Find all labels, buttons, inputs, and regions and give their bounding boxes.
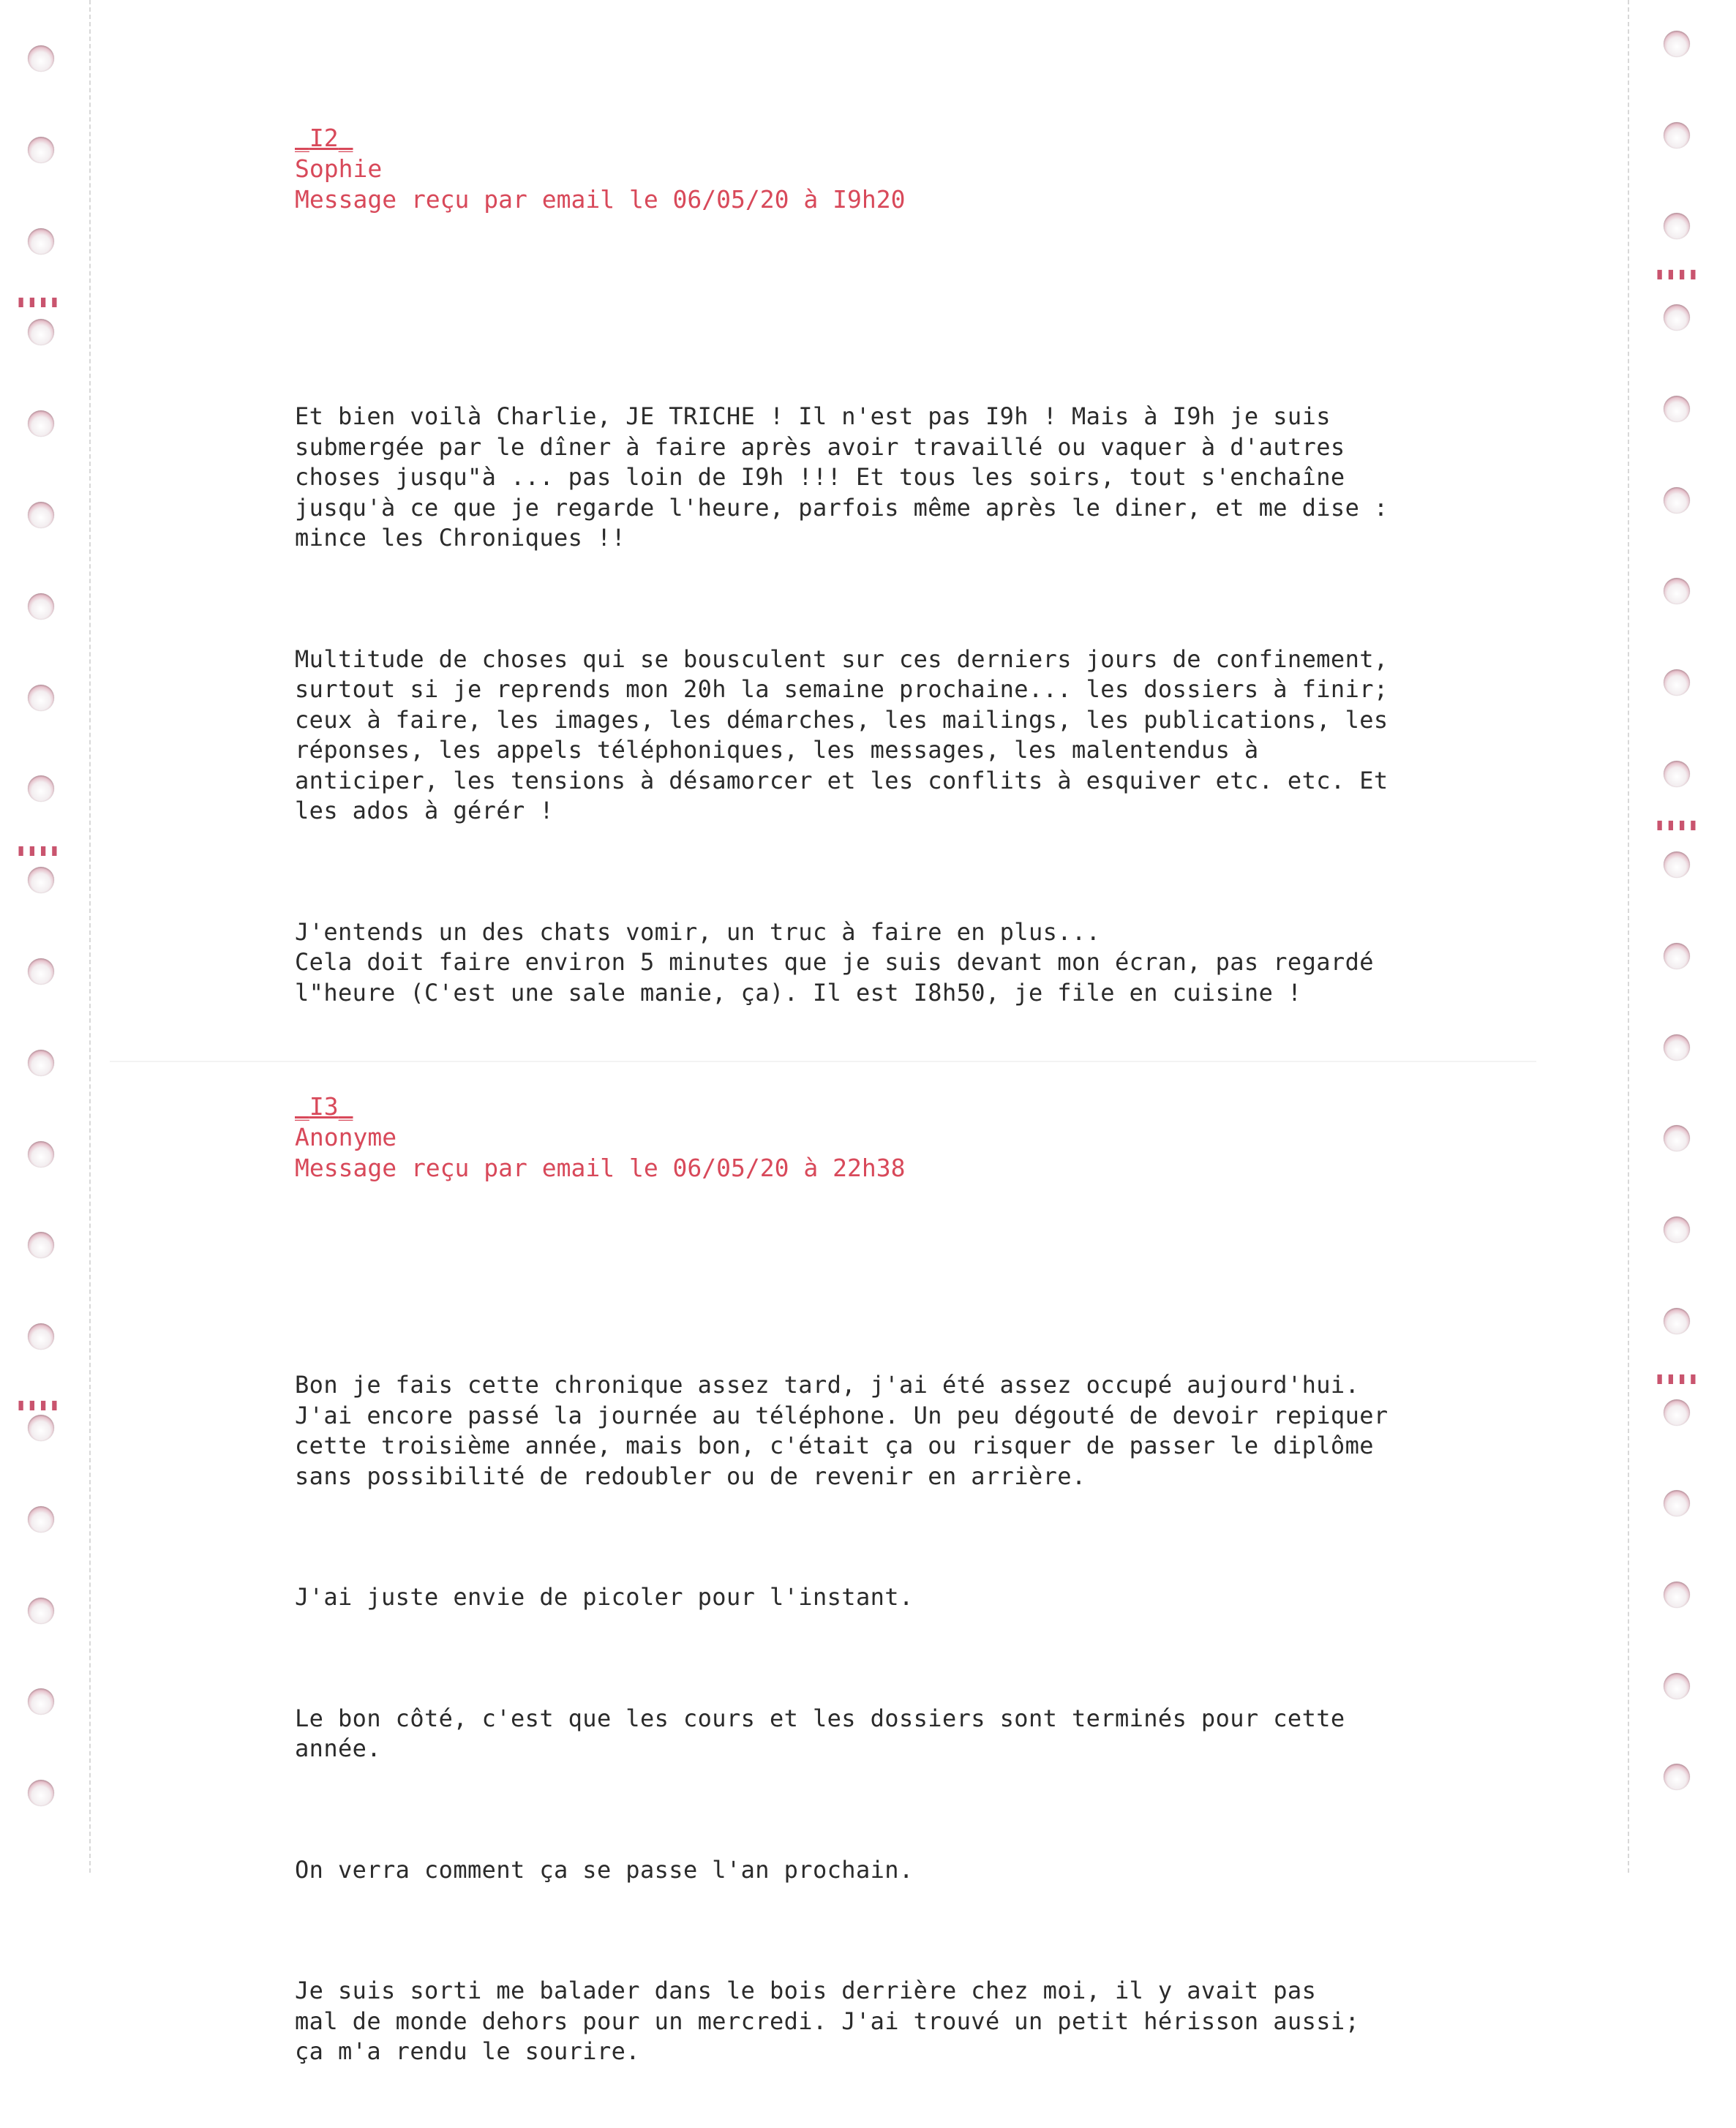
right-feed-tick-marks: ▮▮▮▮	[1655, 265, 1699, 283]
perforation-hole-icon	[1664, 1308, 1690, 1334]
perforation-hole-icon	[28, 502, 54, 528]
perforation-hole-icon	[1664, 31, 1690, 57]
perforation-hole-icon	[28, 1506, 54, 1533]
entry-paragraph: Et bien voilà Charlie, JE TRICHE ! Il n'est pas I9h ! Mais à I9h je suis submergée par le dîner à faire après avoir travaillé ou vaquer à d'autres choses jusqu"à ... pas loin de I9h !!! Et tous les soirs, tout s'enchaîne jusqu'à ce que je regarde l'heure, parfois même après le diner, et me dise : mince les Chroniques !!	[295, 402, 1389, 552]
perforation-hole-icon	[1664, 487, 1690, 514]
perforation-hole-icon	[1664, 1399, 1690, 1426]
left-perforation-line	[89, 0, 91, 1873]
entry-paragraph: Bon je fais cette chronique assez tard, j'ai été assez occupé aujourd'hui. J'ai encore passé la journée au téléphone. Un peu dégouté de devoir repiquer cette troisième année, mais bon, c'était ça ou risquer de passer le diplôme sans possibilité de redoubler ou de revenir en arrière.	[295, 1371, 1389, 1490]
perforation-hole-icon	[28, 867, 54, 893]
perforation-hole-icon	[1664, 122, 1690, 148]
entry-paragraph: Je suis sorti me balader dans le bois derrière chez moi, il y avait pas mal de monde dehors pour un mercredi. J'ai trouvé un petit hérisson aussi; ça m'a rendu le sourire.	[295, 1977, 1360, 2065]
perforation-hole-icon	[28, 137, 54, 163]
perforation-hole-icon	[1664, 1582, 1690, 1608]
entry-received-line: Message reçu par email le 06/05/20 à I9h20	[295, 185, 906, 214]
perforation-hole-icon	[28, 1323, 54, 1350]
perforation-hole-icon	[28, 410, 54, 437]
left-feed-tick-marks: ▮▮▮▮	[16, 293, 61, 311]
perforation-hole-icon	[1664, 304, 1690, 331]
perforation-hole-icon	[1664, 578, 1690, 604]
entry-paragraph: On verra comment ça se passe l'an prochain.	[295, 1855, 914, 1884]
entry-number: _ I2 _	[295, 124, 353, 152]
entry-author: Sophie	[295, 154, 383, 183]
entry-paragraph: Multitude de choses qui se bousculent sur ces derniers jours de confinement, surtout si je reprends mon 20h la semaine prochaine... les dossiers à finir; ceux à faire, les images, les démarches, les mailings, les publications, les réponses, les appels téléphoniques, les messages, les malentendus à anticiper, les tensions à désamorcer et les conflits à esquiver etc. etc. Et les ados à gérér !	[295, 644, 1389, 824]
left-feed-tick-marks: ▮▮▮▮	[16, 841, 61, 860]
entry-body	[295, 1309, 1465, 2128]
entry-number: _ I3 _	[295, 1092, 353, 1121]
perforation-hole-icon	[1664, 1217, 1690, 1243]
entry-paragraph: Le bon côté, c'est que les cours et les dossiers sont terminés pour cette année.	[295, 1704, 1345, 1762]
perforation-hole-icon	[28, 1050, 54, 1076]
entry-header	[295, 1091, 1465, 1184]
right-feed-tick-marks: ▮▮▮▮	[1655, 1369, 1699, 1388]
entry-i3	[295, 1091, 1465, 2128]
perforation-hole-icon	[28, 593, 54, 620]
entry-received-line: Message reçu par email le 06/05/20 à 22h38	[295, 1154, 906, 1182]
perforation-hole-icon	[1664, 1034, 1690, 1061]
entry-paragraph: J'entends un des chats vomir, un truc à faire en plus... Cela doit faire environ 5 minutes que je suis devant mon écran, pas regardé l"heure (C'est une sale manie, ça). Il est I8h50, je file en cuisine !	[295, 917, 1374, 1007]
perforation-hole-icon	[28, 1780, 54, 1806]
perforation-hole-icon	[28, 685, 54, 711]
perforation-hole-icon	[28, 45, 54, 72]
entry-i2	[295, 123, 1465, 1069]
perforation-hole-icon	[1664, 669, 1690, 696]
perforation-hole-icon	[1664, 1673, 1690, 1699]
perforation-hole-icon	[1664, 761, 1690, 787]
entry-paragraph: J'ai juste envie de picoler pour l'instant.	[295, 1583, 914, 1611]
right-perforation-line	[1628, 0, 1629, 1873]
left-feed-tick-marks: ▮▮▮▮	[16, 1396, 61, 1414]
entry-author: Anonyme	[295, 1123, 397, 1151]
left-tractor-feed-margin	[0, 0, 91, 1873]
entry-header	[295, 123, 1465, 215]
right-feed-tick-marks: ▮▮▮▮	[1655, 816, 1699, 834]
perforation-hole-icon	[1664, 396, 1690, 422]
perforation-hole-icon	[28, 1598, 54, 1624]
perforation-hole-icon	[28, 228, 54, 255]
perforation-hole-icon	[1664, 943, 1690, 969]
perforation-hole-icon	[1664, 1490, 1690, 1516]
entry-body	[295, 341, 1465, 1069]
perforation-hole-icon	[28, 1415, 54, 1441]
perforation-hole-icon	[28, 958, 54, 985]
perforation-hole-icon	[28, 1141, 54, 1168]
